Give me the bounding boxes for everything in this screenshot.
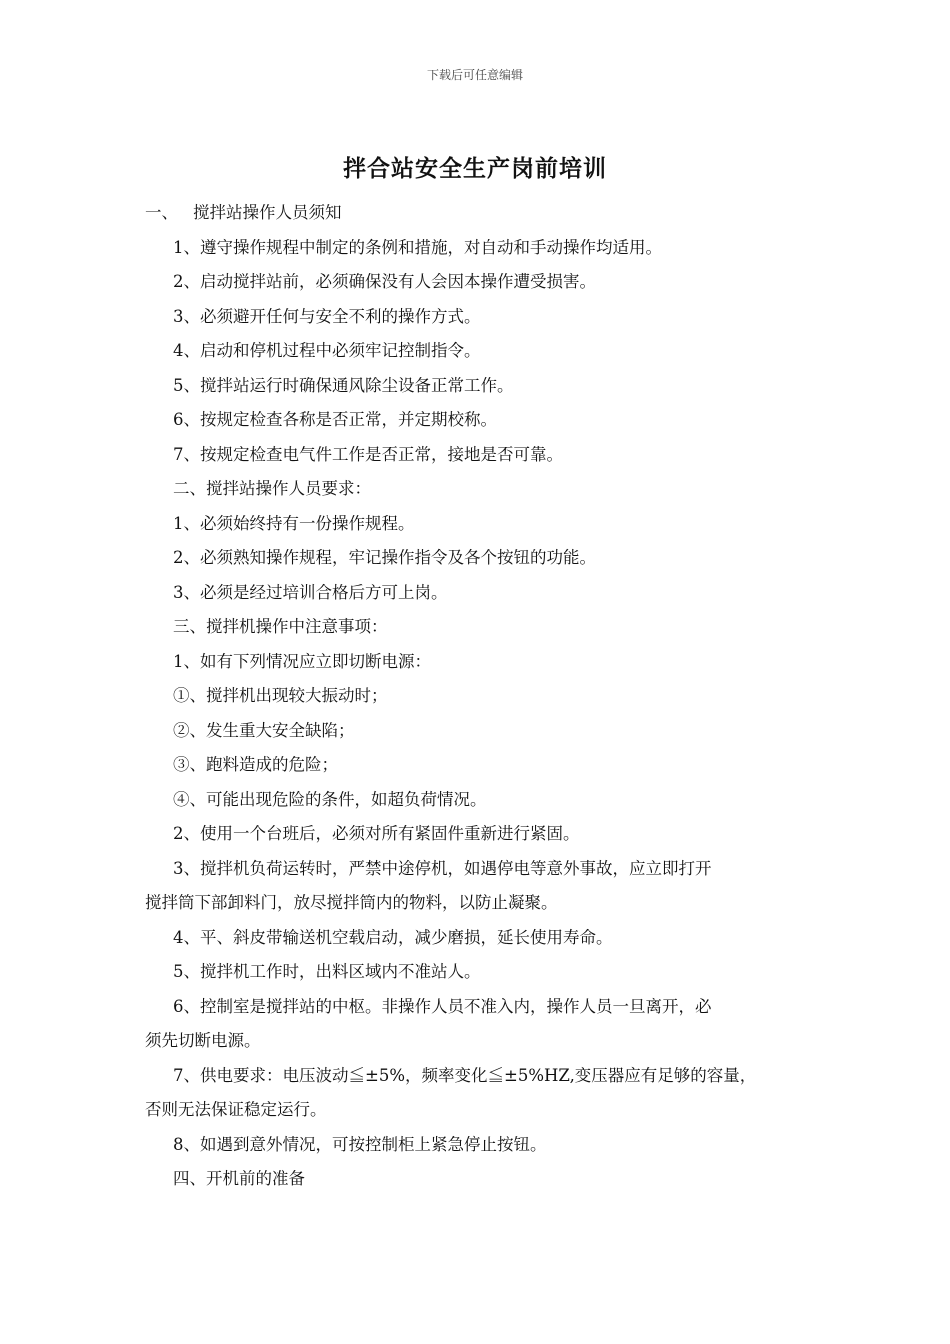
section-3-heading: 三、搅拌机操作中注意事项： — [173, 617, 388, 636]
section-3-item-4: 4、平、斜皮带输送机空载启动，减少磨损，延长使用寿命。 — [173, 927, 613, 947]
section-3-item-7-line-2: 否则无法保证稳定运行。 — [145, 1100, 327, 1119]
document-body — [145, 196, 815, 1197]
section-3-item-6-line-1: 6、控制室是搅拌站的中枢。非操作人员不准入内，操作人员一旦离开，必 — [173, 996, 712, 1016]
section-1-number: 一、 — [145, 203, 178, 222]
section-3-sub-item: ③、跑料造成的危险； — [173, 755, 338, 774]
section-3-item-2: 2、使用一个台班后，必须对所有紧固件重新进行紧固。 — [173, 824, 580, 843]
section-3-item-7-line-1: 7、供电要求：电压波动≦±5%，频率变化≦±5%HZ,变压器应有足够的容量， — [173, 1065, 757, 1085]
section-3-item-3-line-2: 搅拌筒下部卸料门，放尽搅拌筒内的物料，以防止凝聚。 — [145, 893, 558, 912]
section-1-item: 7、按规定检查电气件工作是否正常，接地是否可靠。 — [173, 444, 563, 464]
section-1-item: 4、启动和停机过程中必须牢记控制指令。 — [173, 341, 481, 360]
section-1-title: 搅拌站操作人员须知 — [193, 203, 342, 222]
section-3-sub-item: ④、可能出现危险的条件，如超负荷情况。 — [173, 789, 487, 809]
section-3-item-6-line-2: 须先切断电源。 — [145, 1031, 261, 1050]
section-3-item-1: 1、如有下列情况应立即切断电源： — [173, 651, 431, 671]
section-1-item: 3、必须避开任何与安全不利的操作方式。 — [173, 306, 481, 326]
section-4-heading: 四、开机前的准备 — [173, 1169, 305, 1188]
section-3-sub-item: ②、发生重大安全缺陷； — [173, 720, 355, 740]
section-3-item-3-line-1: 3、搅拌机负荷运转时，严禁中途停机，如遇停电等意外事故，应立即打开 — [173, 858, 712, 878]
section-2-item: 2、必须熟知操作规程，牢记操作指令及各个按钮的功能。 — [173, 548, 596, 567]
section-1-item: 5、搅拌站运行时确保通风除尘设备正常工作。 — [173, 375, 514, 395]
section-2-item: 3、必须是经过培训合格后方可上岗。 — [173, 582, 448, 602]
section-3-item-5: 5、搅拌机工作时，出料区域内不准站人。 — [173, 962, 481, 981]
header-note: 下载后可任意编辑 — [426, 68, 523, 82]
section-1-item: 1、遵守操作规程中制定的条例和措施，对自动和手动操作均适用。 — [173, 237, 662, 257]
section-3-sub-item: ①、搅拌机出现较大振动时； — [173, 686, 388, 705]
section-1-item: 2、启动搅拌站前，必须确保没有人会因本操作遭受损害。 — [173, 272, 596, 291]
section-2-item: 1、必须始终持有一份操作规程。 — [173, 513, 415, 533]
section-3-item-8: 8、如遇到意外情况，可按控制柜上紧急停止按钮。 — [173, 1134, 547, 1154]
document-title: 拌合站安全生产岗前培训 — [343, 155, 607, 182]
section-2-heading: 二、搅拌站操作人员要求： — [173, 479, 371, 498]
section-1-item: 6、按规定检查各称是否正常，并定期校称。 — [173, 410, 497, 429]
section-1-heading — [145, 196, 815, 231]
